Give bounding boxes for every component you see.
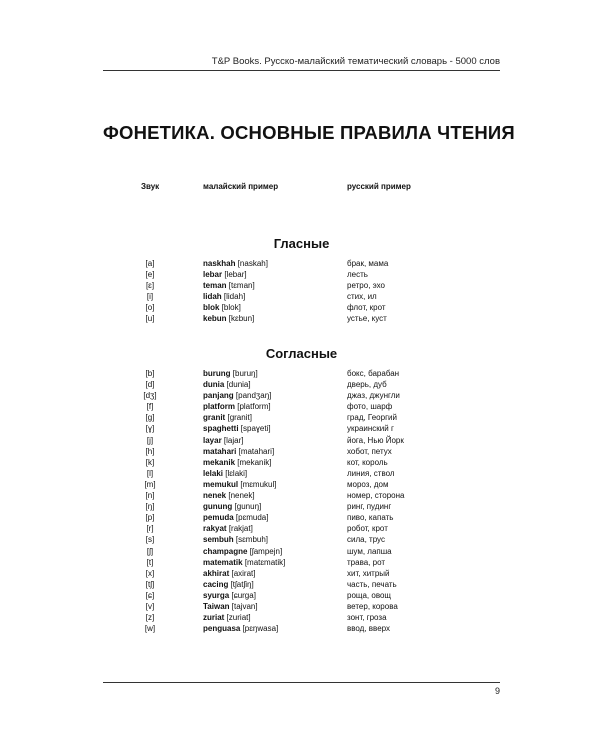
russian-example: зонт, гроза xyxy=(347,613,387,623)
malay-example xyxy=(203,435,243,446)
malay-example xyxy=(203,258,268,269)
phonetic-row xyxy=(0,479,600,490)
russian-example: кот, король xyxy=(347,457,388,467)
malay-word: spaghetti xyxy=(203,424,239,434)
malay-example xyxy=(203,590,256,601)
russian-example: роща, овощ xyxy=(347,590,392,600)
transcription: [mɛmukul] xyxy=(240,479,277,489)
malay-word: teman xyxy=(203,281,227,291)
russian-example: ретро, эхо xyxy=(347,281,385,291)
russian-example: бокс, барабан xyxy=(347,369,400,378)
phonetic-row xyxy=(0,435,600,446)
malay-example xyxy=(203,269,247,280)
phonetic-row xyxy=(0,601,600,612)
malay-word: pemuda xyxy=(203,513,234,523)
malay-word: panjang xyxy=(203,391,234,401)
sound-symbol: [ʃ] xyxy=(146,546,154,556)
page-header: T&P Books. Русско-малайский тематический словарь - 5000 слов xyxy=(211,56,500,67)
malay-example xyxy=(203,546,282,557)
russian-example: ввод, вверх xyxy=(347,624,391,634)
russian-example: йога, Нью Йорк xyxy=(347,435,404,445)
sound-symbol: [b] xyxy=(145,369,155,378)
transcription: [blok] xyxy=(221,303,241,313)
malay-example xyxy=(203,468,247,479)
sound-symbol: [z] xyxy=(145,613,155,623)
malay-example xyxy=(203,579,254,590)
transcription: [gunuŋ] xyxy=(234,502,262,512)
sound-symbol: [o] xyxy=(145,303,155,313)
column-header-russian-example: русский пример xyxy=(347,182,411,191)
sound-symbol: [h] xyxy=(145,446,155,456)
transcription: [tʃatʃiŋ] xyxy=(230,579,254,589)
russian-example: флот, крот xyxy=(347,303,386,313)
malay-word: Taiwan xyxy=(203,601,230,611)
malay-word: matahari xyxy=(203,446,237,456)
malay-word: burung xyxy=(203,369,231,378)
sound-symbol: [a] xyxy=(145,259,155,268)
russian-example: град, Георгий xyxy=(347,413,397,423)
sound-symbol: [ŋ] xyxy=(145,502,155,512)
malay-example xyxy=(203,479,276,490)
russian-example: робот, крот xyxy=(347,524,388,534)
transcription: [matɛmatik] xyxy=(244,557,286,567)
phonetic-row xyxy=(0,612,600,623)
sound-symbol: [d] xyxy=(145,380,155,390)
sound-symbol: [u] xyxy=(145,314,155,324)
malay-word: sembuh xyxy=(203,535,234,545)
transcription: [mekanik] xyxy=(237,457,272,467)
column-header-sound: Звук xyxy=(141,182,160,191)
malay-example xyxy=(203,457,272,468)
footer-rule xyxy=(103,682,500,683)
russian-example: украинский г xyxy=(347,424,394,434)
transcription: [pɛŋwasa] xyxy=(242,624,279,634)
malay-example xyxy=(203,446,274,457)
malay-word: lelaki xyxy=(203,468,224,478)
transcription: [matahari] xyxy=(238,446,275,456)
phonetic-row xyxy=(0,523,600,534)
malay-word: gunung xyxy=(203,502,233,512)
transcription: [tɛman] xyxy=(228,281,255,291)
malay-word: platform xyxy=(203,402,235,412)
malay-example xyxy=(203,390,271,401)
phonetic-row xyxy=(0,401,600,412)
transcription: [lebar] xyxy=(224,270,247,280)
phonetic-row xyxy=(0,379,600,390)
transcription: [rakjat] xyxy=(228,524,253,534)
column-header-malay-example: малайский пример xyxy=(203,182,279,191)
malay-word: kebun xyxy=(203,314,227,324)
malay-word: mekanik xyxy=(203,457,236,467)
phonetic-row xyxy=(0,534,600,545)
transcription: [zuriat] xyxy=(226,613,251,623)
malay-word: nenek xyxy=(203,491,227,501)
sound-symbol: [e] xyxy=(145,270,155,280)
phonetic-row xyxy=(0,457,600,468)
sound-symbol: [r] xyxy=(146,524,154,534)
russian-example: сила, трус xyxy=(347,535,385,545)
phonetic-row xyxy=(0,490,600,501)
russian-example: линия, ствол xyxy=(347,468,395,478)
russian-example: мороз, дом xyxy=(347,479,389,489)
malay-example xyxy=(203,412,252,423)
transcription: [lidah] xyxy=(223,292,246,302)
phonetic-row xyxy=(0,446,600,457)
sound-symbol: [k] xyxy=(145,457,155,467)
malay-word: matematik xyxy=(203,557,243,567)
phonetic-row xyxy=(0,512,600,523)
transcription: [kɛbun] xyxy=(228,314,255,324)
phonetic-row xyxy=(0,258,600,269)
malay-example xyxy=(203,423,271,434)
sound-symbol: [w] xyxy=(144,624,156,634)
sound-symbol: [dʒ] xyxy=(143,391,157,401)
transcription: [platform] xyxy=(237,402,271,412)
malay-example xyxy=(203,291,245,302)
russian-example: устье, куст xyxy=(347,314,387,324)
russian-example: ринг, пудинг xyxy=(347,502,392,512)
phonetic-row xyxy=(0,501,600,512)
sound-symbol: [f] xyxy=(146,402,154,412)
transcription: [tajvan] xyxy=(231,601,258,611)
malay-example xyxy=(203,313,254,324)
malay-word: penguasa xyxy=(203,624,241,634)
malay-word: champagne xyxy=(203,546,248,556)
russian-example: хобот, петух xyxy=(347,446,392,456)
sound-symbol: [tʃ] xyxy=(145,579,155,589)
malay-word: zuriat xyxy=(203,613,225,623)
sound-symbol: [m] xyxy=(144,479,156,489)
transcription: [naskah] xyxy=(237,259,268,268)
malay-word: cacing xyxy=(203,579,229,589)
malay-word: layar xyxy=(203,435,222,445)
malay-example xyxy=(203,401,271,412)
malay-example xyxy=(203,302,241,313)
malay-example xyxy=(203,501,261,512)
malay-word: granit xyxy=(203,413,226,423)
sound-symbol: [n] xyxy=(145,491,155,501)
phonetic-row xyxy=(0,468,600,479)
russian-example: номер, сторона xyxy=(347,491,405,501)
phonetic-row xyxy=(0,579,600,590)
transcription: [nenek] xyxy=(228,491,255,501)
sound-symbol: [j] xyxy=(146,435,154,445)
phonetic-row xyxy=(0,412,600,423)
russian-example: фото, шарф xyxy=(347,402,393,412)
phonetic-row xyxy=(0,546,600,557)
transcription: [sɛmbuh] xyxy=(235,535,269,545)
sound-symbol: [ɕ] xyxy=(145,590,155,600)
russian-example: брак, мама xyxy=(347,259,389,268)
phonetic-row xyxy=(0,390,600,401)
sound-symbol: [p] xyxy=(145,513,155,523)
transcription: [axirat] xyxy=(231,568,256,578)
sound-symbol: [ɛ] xyxy=(145,281,155,291)
transcription: [ʃampejn] xyxy=(249,546,283,556)
phonetic-row xyxy=(0,568,600,579)
malay-example xyxy=(203,379,251,390)
phonetic-row xyxy=(0,557,600,568)
phonetic-row xyxy=(0,590,600,601)
malay-example xyxy=(203,523,253,534)
malay-example xyxy=(203,368,258,379)
malay-word: akhirat xyxy=(203,568,230,578)
malay-word: syurga xyxy=(203,590,230,600)
russian-example: трава, рот xyxy=(347,557,386,567)
phonetic-row xyxy=(0,280,600,291)
russian-example: дверь, дуб xyxy=(347,380,387,390)
transcription: [dunia] xyxy=(226,380,251,390)
phonetic-row xyxy=(0,368,600,379)
malay-example xyxy=(203,568,255,579)
malay-example xyxy=(203,612,251,623)
malay-example xyxy=(203,280,255,291)
malay-example xyxy=(203,623,278,634)
phonetic-row xyxy=(0,269,600,280)
sound-symbol: [t] xyxy=(146,557,154,567)
page-title: ФОНЕТИКА. ОСНОВНЫЕ ПРАВИЛА ЧТЕНИЯ xyxy=(103,122,515,143)
phonetic-row xyxy=(0,313,600,324)
vowels-list xyxy=(0,258,600,325)
russian-example: ветер, корова xyxy=(347,601,398,611)
sound-symbol: [x] xyxy=(145,568,155,578)
russian-example: лесть xyxy=(347,270,368,280)
sound-symbol: [i] xyxy=(146,292,154,302)
phonetic-row xyxy=(0,291,600,302)
malay-word: naskhah xyxy=(203,259,236,268)
malay-example xyxy=(203,490,255,501)
russian-example: часть, печать xyxy=(347,579,397,589)
malay-word: blok xyxy=(203,303,220,313)
russian-example: шум, лапша xyxy=(347,546,392,556)
transcription: [buruŋ] xyxy=(232,369,258,378)
russian-example: стих, ил xyxy=(347,292,377,302)
transcription: [lɛlaki] xyxy=(225,468,248,478)
transcription: [ɕurga] xyxy=(231,590,256,600)
transcription: [pandʒaŋ] xyxy=(235,391,272,401)
sound-symbol: [s] xyxy=(145,535,155,545)
russian-example: хит, хитрый xyxy=(347,568,390,578)
sound-symbol: [ɣ] xyxy=(145,424,155,434)
malay-example xyxy=(203,512,268,523)
malay-word: memukul xyxy=(203,479,239,489)
malay-word: rakyat xyxy=(203,524,227,534)
sound-symbol: [v] xyxy=(145,601,155,611)
header-rule xyxy=(103,70,500,71)
transcription: [lajar] xyxy=(223,435,244,445)
vowels-section-title: Гласные xyxy=(273,236,330,251)
malay-example xyxy=(203,601,258,612)
consonants-section-title: Согласные xyxy=(265,346,338,361)
consonants-list xyxy=(0,368,600,634)
sound-symbol: [l] xyxy=(146,468,154,478)
malay-example xyxy=(203,534,268,545)
malay-example xyxy=(203,557,285,568)
phonetic-row xyxy=(0,623,600,634)
transcription: [spaɣeti] xyxy=(240,424,271,434)
phonetic-row xyxy=(0,302,600,313)
malay-word: lebar xyxy=(203,270,223,280)
russian-example: джаз, джунгли xyxy=(347,391,400,401)
malay-word: lidah xyxy=(203,292,222,302)
page-number: 9 xyxy=(494,686,500,696)
phonetic-row xyxy=(0,423,600,434)
transcription: [pɛmuda] xyxy=(235,513,269,523)
russian-example: пиво, капать xyxy=(347,513,394,523)
transcription: [granit] xyxy=(227,413,252,423)
sound-symbol: [g] xyxy=(145,413,155,423)
malay-word: dunia xyxy=(203,380,225,390)
